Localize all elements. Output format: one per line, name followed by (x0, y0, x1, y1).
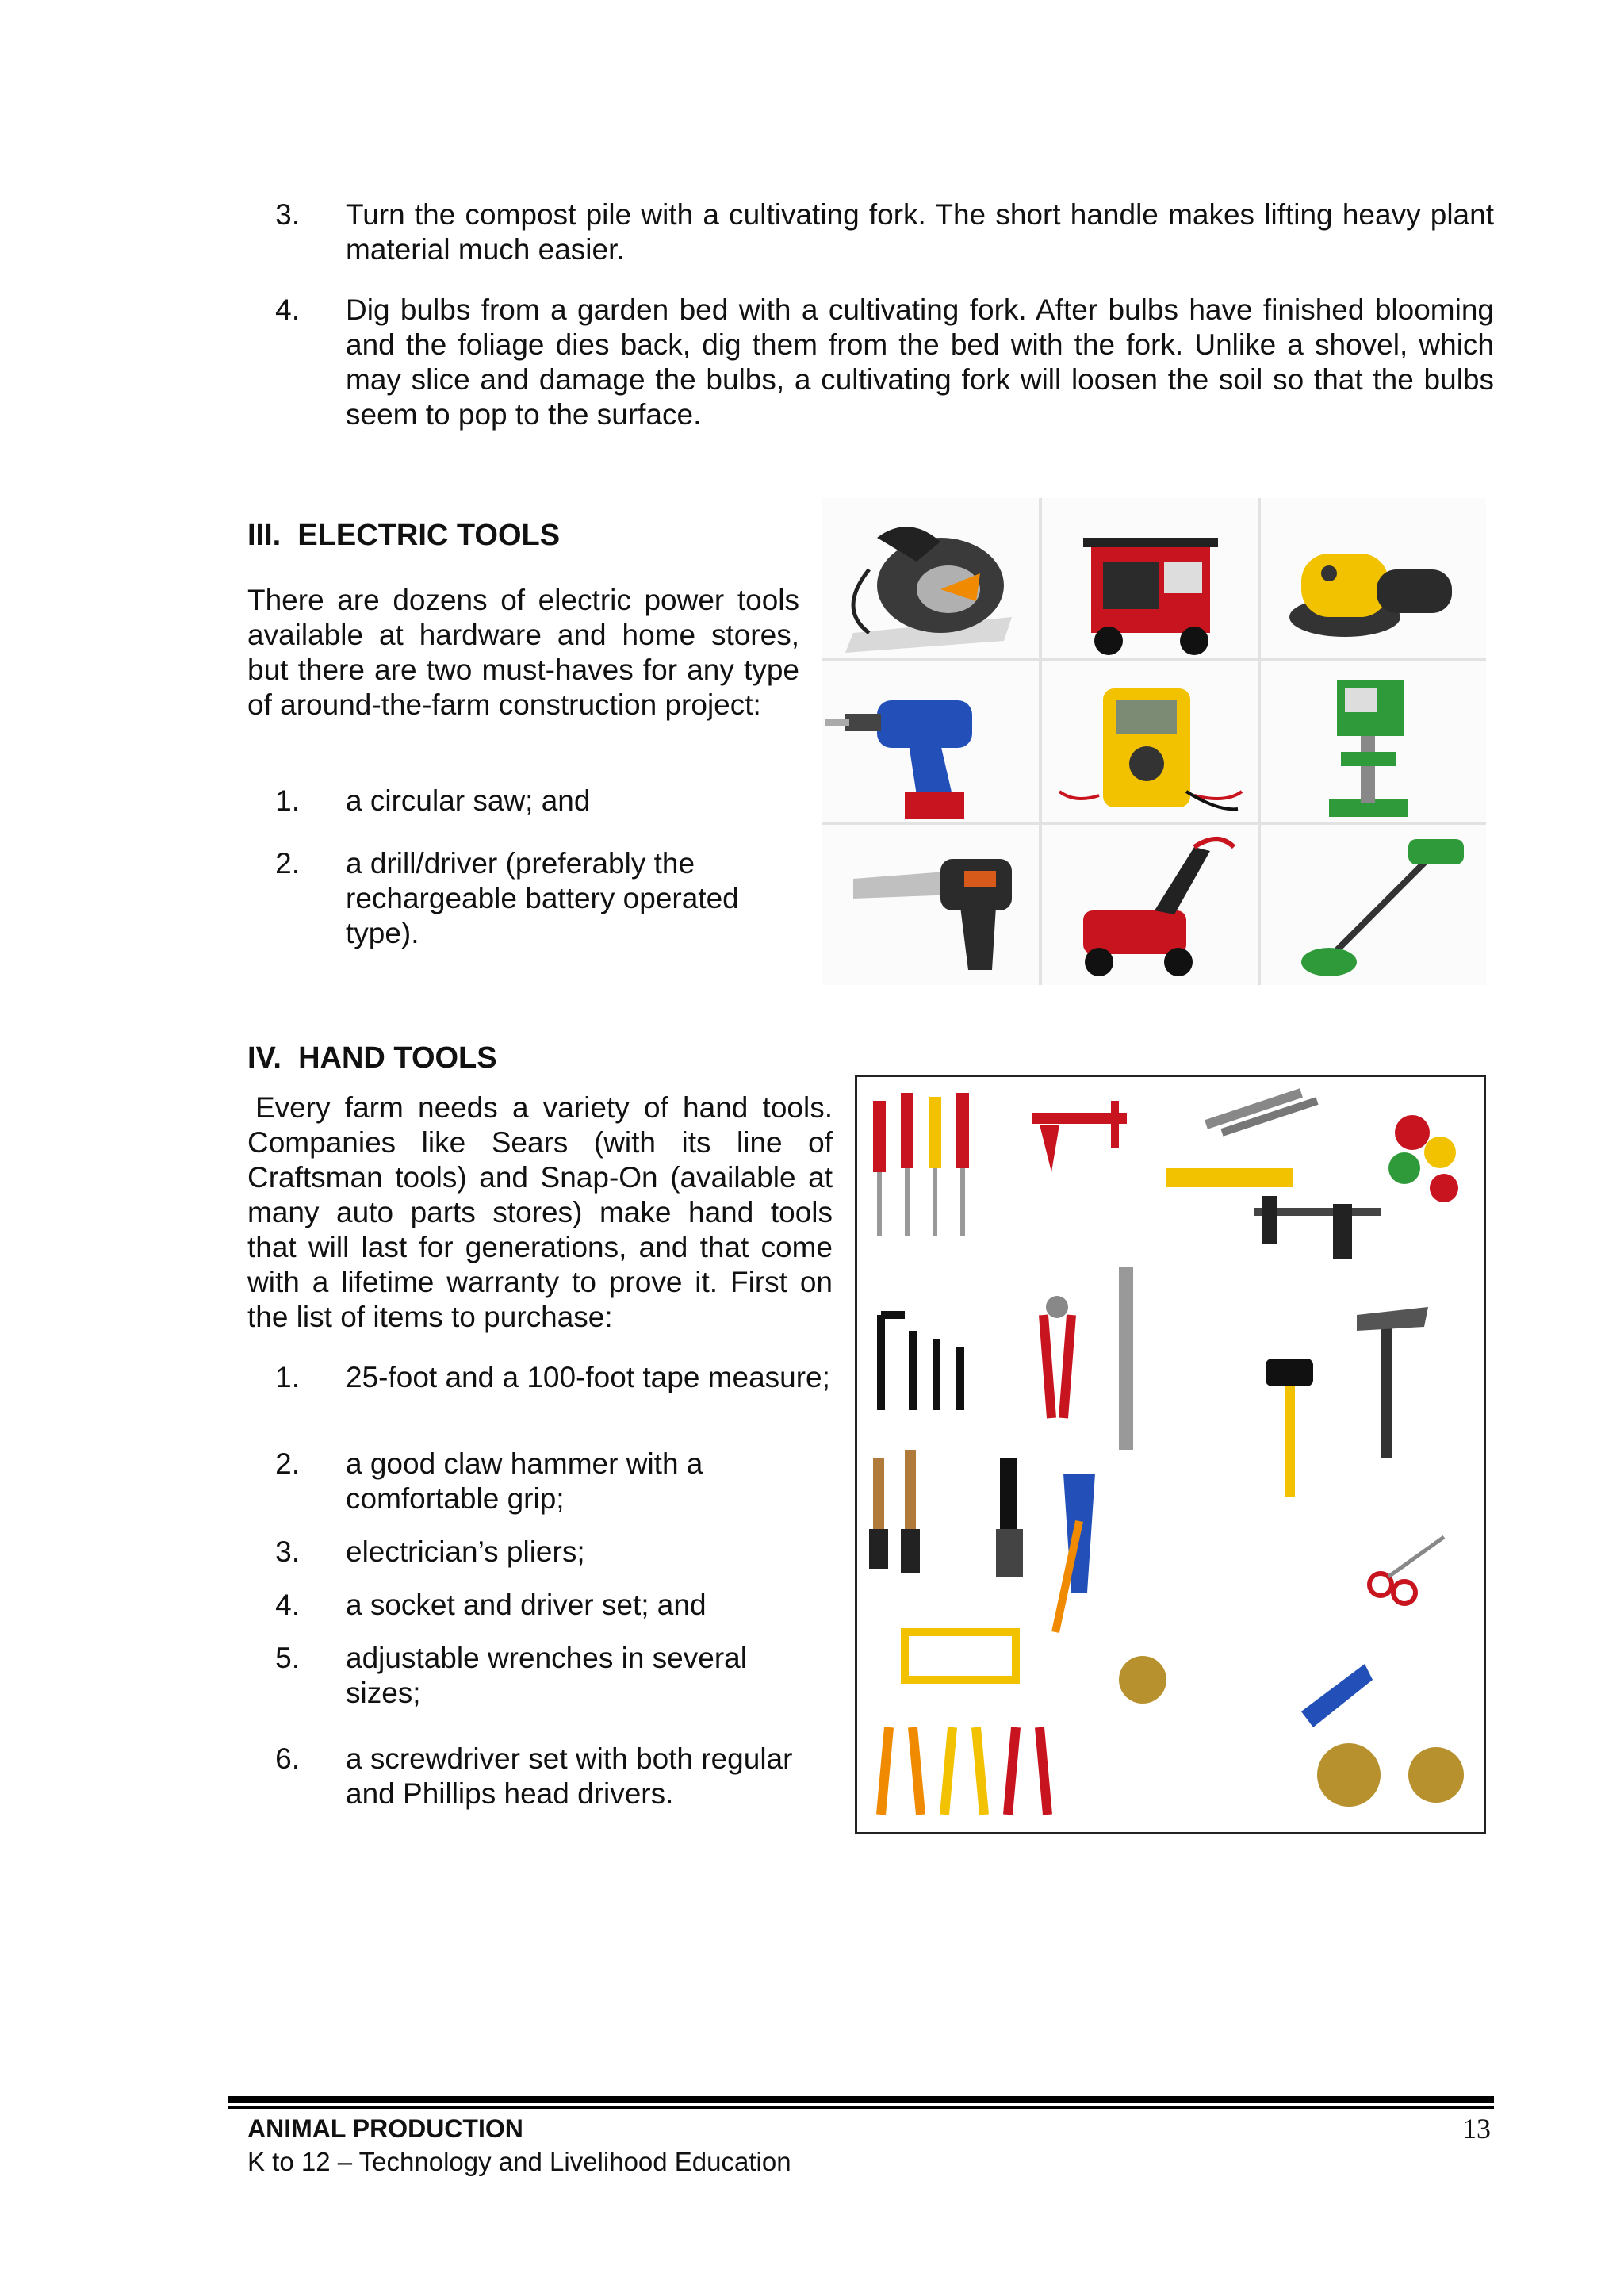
pliers-icon (1044, 1296, 1071, 1418)
paint-brush-icon (869, 1450, 1023, 1577)
footer-rule-thick (228, 2096, 1494, 2103)
mallet-icon (1266, 1359, 1313, 1497)
electric-paragraph: There are dozens of electric power tools available at hardware and home stores, but there are two must-haves for any type of around-the-farm construction project: (247, 584, 799, 721)
list-text: a good claw hammer with a comfortable grip; (346, 1447, 703, 1515)
rivet-gun-icon (1055, 1474, 1095, 1632)
hand-paragraph: Every farm needs a variety of hand tools. Companies like Sears (with its line of Craftsman tools) and Snap-On (available at many auto parts stores) make hand tools that will last for generations, and that come with a lifetime warranty to prove it. First on the list of items to purchase: (247, 1091, 833, 1333)
footer-rule-thin (228, 2106, 1494, 2109)
wrench-icon (1206, 1093, 1317, 1133)
footer-title: ANIMAL PRODUCTION (247, 2114, 523, 2143)
list-number: 3. (275, 198, 300, 231)
list-text: a circular saw; and (346, 784, 591, 817)
stapler-icon (1301, 1664, 1373, 1727)
claw-hammer-icon (1357, 1307, 1428, 1458)
adjustable-wrench-icon (1119, 1267, 1133, 1450)
list-number: 1. (275, 784, 300, 817)
list-number: 3. (275, 1535, 300, 1568)
caulk-gun-icon (1032, 1101, 1127, 1172)
list-text: electrician’s pliers; (346, 1535, 585, 1568)
clamp-icon (1254, 1196, 1381, 1259)
list-text: adjustable wrenches in several sizes; (346, 1642, 747, 1709)
list-number: 2. (275, 847, 300, 880)
list-text: a screwdriver set with both regular and Phillips head drivers. (346, 1742, 793, 1810)
list-text: Dig bulbs from a garden bed with a cultivating fork. After bulbs have finished blooming and the foliage dies back, dig them from the bed with the fork. Unlike a shovel, which may slice and damage the bulbs, a cultivating fork will loosen the soil so that the bulbs seem to pop to the surface. (346, 293, 1494, 431)
list-text: 25-foot and a 100-foot tape measure; (346, 1361, 830, 1393)
screwdriver-icon (873, 1093, 969, 1236)
list-number: 2. (275, 1447, 300, 1480)
list-number: 6. (275, 1742, 300, 1775)
list-text: Turn the compost pile with a cultivating fork. The short handle makes lifting heavy plant material much easier. (346, 198, 1494, 266)
section-heading-electric: III. ELECTRIC TOOLS (247, 519, 561, 552)
list-text: a socket and driver set; and (346, 1589, 707, 1621)
list-number: 1. (275, 1361, 300, 1393)
page-number: 13 (1462, 2113, 1491, 2145)
list-number: 4. (275, 1589, 300, 1621)
scissors-icon (1369, 1537, 1444, 1604)
list-number: 4. (275, 293, 300, 326)
spirit-level-icon (1166, 1168, 1293, 1187)
hex-key-icon (881, 1315, 960, 1410)
electric-tools-image (822, 498, 1486, 985)
section-heading-hand: IV. HAND TOOLS (247, 1041, 497, 1075)
list-number: 5. (275, 1642, 300, 1674)
hacksaw-icon (905, 1632, 1016, 1680)
hand-tools-image (855, 1075, 1486, 1834)
fittings-icon (1388, 1115, 1458, 1202)
brass-fitting-icon (1119, 1656, 1464, 1807)
list-text: a drill/driver (preferably the rechargeable battery operated type). (346, 847, 739, 949)
pliers-icon (881, 1727, 1048, 1815)
footer-subtitle: K to 12 – Technology and Livelihood Education (247, 2147, 791, 2176)
